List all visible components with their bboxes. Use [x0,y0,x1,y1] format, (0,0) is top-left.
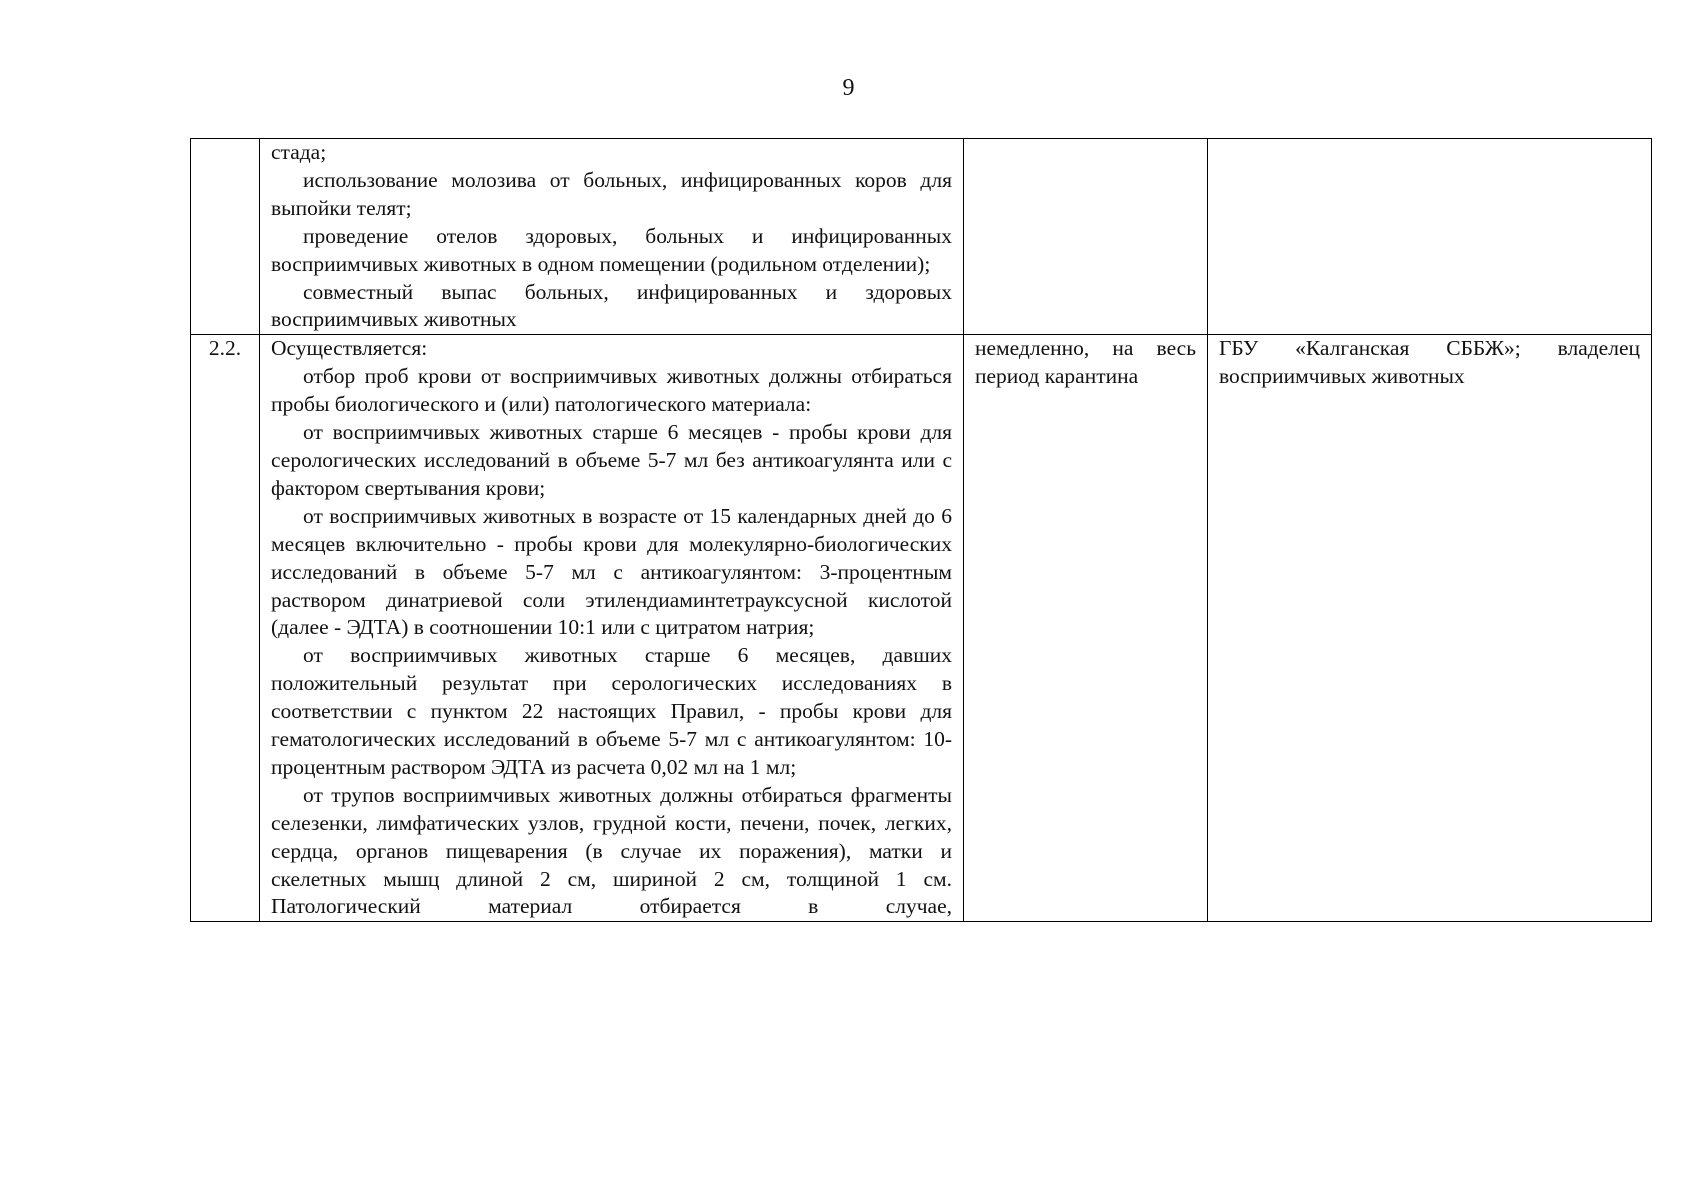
row-number [191,139,260,335]
measure-paragraph: использование молозива от больных, инфицированных коров для выпойки телят; [271,167,952,220]
responsible-cell [1208,335,1652,922]
measure-cell [260,139,964,335]
measures-table [190,138,1652,922]
row-number: 2.2. [191,335,260,922]
measure-paragraph: от восприимчивых животных старше 6 месяцев, давших положительный результат при серологических исследованиях в соответствии с пунктом 22 настоящих Правил, - пробы крови для гематологических исследований в объеме 5-7 мл с антикоагулянтом: 10-процентным раствором ЭДТА из расчета 0,02 мл на 1 мл; [271,643,952,779]
term-cell [964,335,1208,922]
term-cell [964,139,1208,335]
measure-paragraph: от восприимчивых животных старше 6 месяцев - пробы крови для серологических исследований в объеме 5-7 мл без антикоагулянта или с фактором свертывания крови; [271,420,952,500]
measure-paragraph: Осуществляется: [271,336,428,361]
measure-paragraph: отбор проб крови от восприимчивых животных должны отбираться пробы биологического и (или) патологического материала: [271,364,952,417]
table-row [191,139,1652,335]
responsible-cell [1208,139,1652,335]
responsible-text: ГБУ «Калганская СББЖ»; владелец восприимчивых животных [1219,336,1640,389]
term-text: немедленно, на весь период карантина [975,336,1196,389]
measure-paragraph: стада; [271,140,327,164]
measure-paragraph: от трупов восприимчивых животных должны отбираться фрагменты селезенки, лимфатических узлов, грудной кости, печени, почек, легких, сердца, органов пищеварения (в случае их поражения), матки и скелетных мышц длиной 2 см, шириной 2 см, толщиной 1 см. Патологический материал отбирается в случае, [271,782,952,919]
measure-paragraph: совместный выпас больных, инфицированных и здоровых восприимчивых животных [271,279,952,332]
measure-paragraph: от восприимчивых животных в возрасте от 15 календарных дней до 6 месяцев включительно - пробы крови для молекулярно-биологических исследований в объеме 5-7 мл с антикоагулянтом: 3-процентным раствором динатриевой соли этилендиаминтетрауксусной кислотой (далее - ЭДТА) в соотношении 10:1 или с цитратом натрия; [271,503,952,640]
measure-cell [260,335,964,922]
table-row [191,335,1652,922]
page-number: 9 [842,75,855,101]
measure-paragraph: проведение отелов здоровых, больных и инфицированных восприимчивых животных в одном помещении (родильном отделении); [271,223,952,276]
